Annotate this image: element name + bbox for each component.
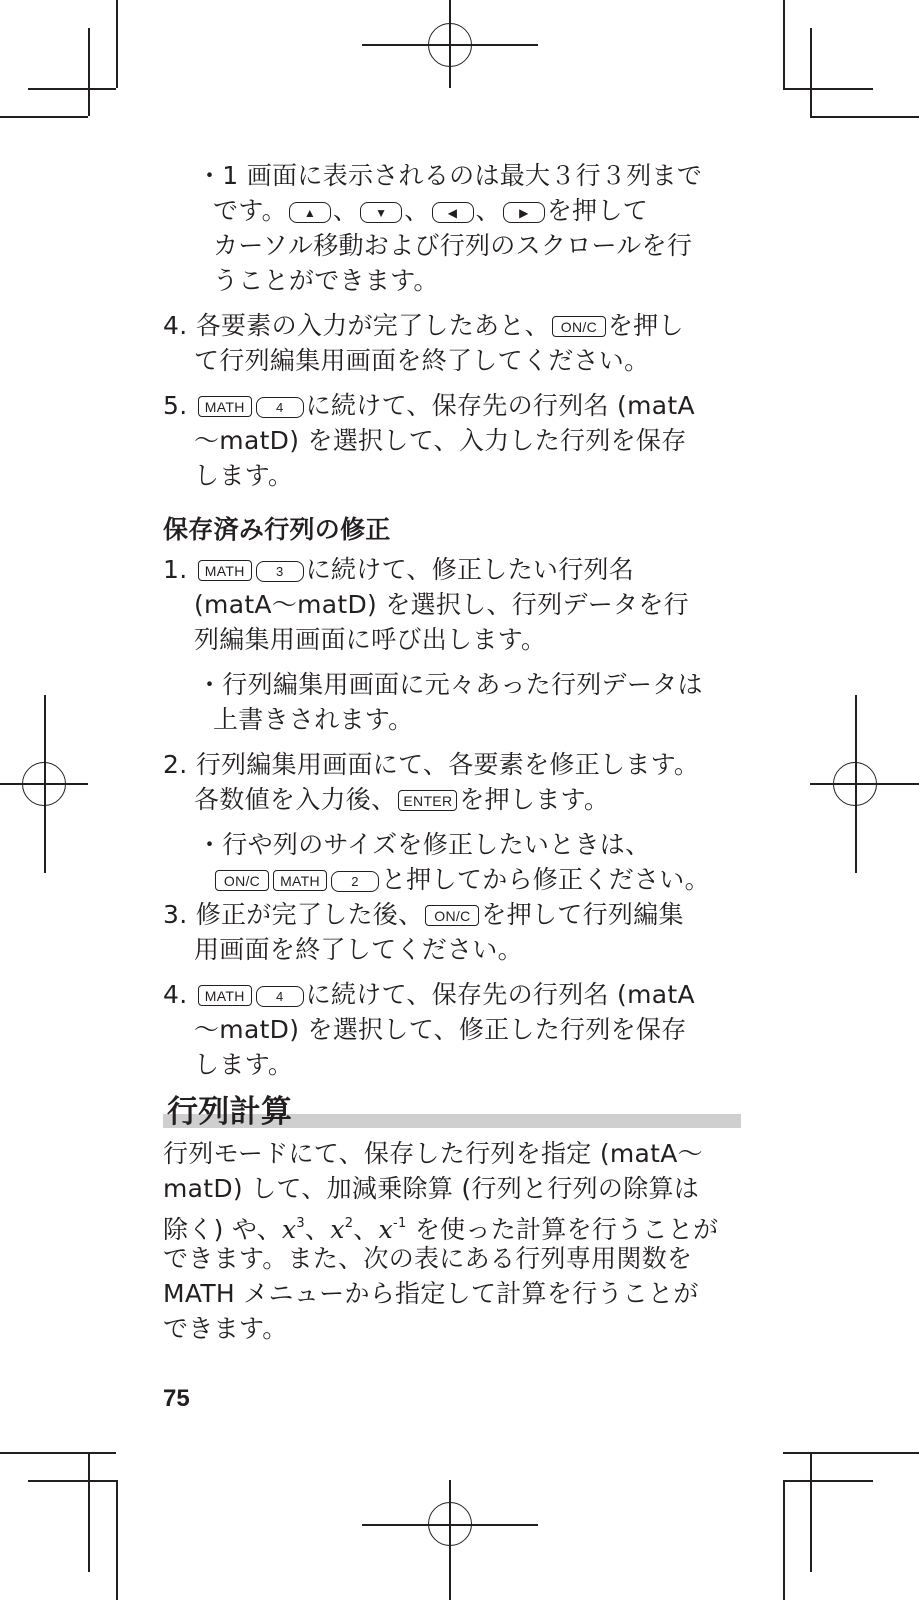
onc-key: ON/C (215, 870, 269, 891)
edit-step4-line3: します。 (194, 1050, 294, 1079)
bullet-display-line1: ・1 画面に表示されるのは最大３行３列まで (197, 161, 703, 190)
math-key: MATH (198, 985, 252, 1006)
calc-paragraph-line6: できます。 (163, 1314, 288, 1343)
section-heading-edit: 保存済み行列の修正 (163, 515, 391, 544)
section-heading-calc: 行列計算 (167, 1094, 293, 1130)
bullet-display-line3: カーソル移動および行列のスクロールを行 (213, 231, 693, 260)
edit-bullet1-line1: ・行列編集用画面に元々あった行列データは (197, 670, 703, 699)
page-number: 75 (163, 1385, 190, 1412)
edit-step2-line2: 各数値を入力後、 ENTER を押します。 (194, 785, 610, 814)
left-arrow-key: ◀ (432, 202, 474, 223)
section-heading-calc-block (163, 1088, 723, 1136)
calc-paragraph-line1: 行列モードにて、保存した行列を指定 (matA～ (163, 1139, 703, 1168)
down-arrow-key: ▼ (360, 202, 402, 223)
key-2: 2 (331, 871, 379, 892)
edit-step1-line2: (matA～matD) を選択し、行列データを行 (194, 590, 689, 619)
step5-line2: ～matD) を選択して、入力した行列を保存 (194, 426, 687, 455)
edit-step4-line2: ～matD) を選択して、修正した行列を保存 (194, 1015, 687, 1044)
key-3: 3 (256, 561, 304, 582)
step4-line2: て行列編集用画面を終了してください。 (194, 346, 650, 375)
edit-bullet2-line1: ・行や列のサイズを修正したいときは、 (197, 830, 651, 859)
key-4: 4 (256, 986, 304, 1007)
onc-key: ON/C (425, 905, 479, 926)
step4-line1: 4. 各要素の入力が完了したあと、 ON/C を押し (163, 311, 684, 340)
edit-bullet2-line2: ON/C MATH 2 と押してから修正ください。 (163, 862, 723, 897)
bullet-display-line2: です。 ▲ 、 ▼ 、 ◀ 、 ▶ を押して (213, 196, 649, 225)
edit-step3-line2: 用画面を終了してください。 (194, 935, 523, 964)
math-key: MATH (273, 870, 327, 891)
math-key: MATH (198, 396, 252, 417)
onc-key: ON/C (552, 316, 606, 337)
edit-step3-line1: 3. 修正が完了した後、 ON/C を押して行列編集 (163, 900, 684, 929)
right-arrow-key: ▶ (503, 202, 545, 223)
edit-step1-line1: 1. MATH 3 に続けて、修正したい行列名 (163, 555, 635, 584)
enter-key: ENTER (398, 790, 457, 811)
key-4: 4 (256, 397, 304, 418)
calc-paragraph-line2: matD) して、加減乗除算 (行列と行列の除算は (163, 1174, 700, 1203)
edit-bullet1-line2: 上書きされます。 (213, 705, 414, 734)
edit-step2-line1: 2. 行列編集用画面にて、各要素を修正します。 (163, 750, 700, 779)
math-key: MATH (198, 560, 252, 581)
up-arrow-key: ▲ (289, 202, 331, 223)
calc-paragraph-line3: 除く) や、$x^3$、$x^2$、$x^{-1}$ を使った計算を行うことが (163, 1215, 719, 1244)
edit-step4-line1: 4. MATH 4 に続けて、保存先の行列名 (matA (163, 980, 695, 1009)
calc-paragraph-line4: できます。また、次の表にある行列専用関数を (163, 1244, 693, 1273)
edit-step1-line3: 列編集用画面に呼び出します。 (194, 625, 547, 654)
manual-page-content (163, 158, 723, 1346)
bullet-display-line4: うことができます。 (213, 266, 439, 295)
step5-line1: 5. MATH 4 に続けて、保存先の行列名 (matA (163, 391, 695, 420)
calc-paragraph-line5: MATH メニューから指定して計算を行うことが (163, 1279, 699, 1308)
step5-line3: します。 (194, 461, 294, 490)
